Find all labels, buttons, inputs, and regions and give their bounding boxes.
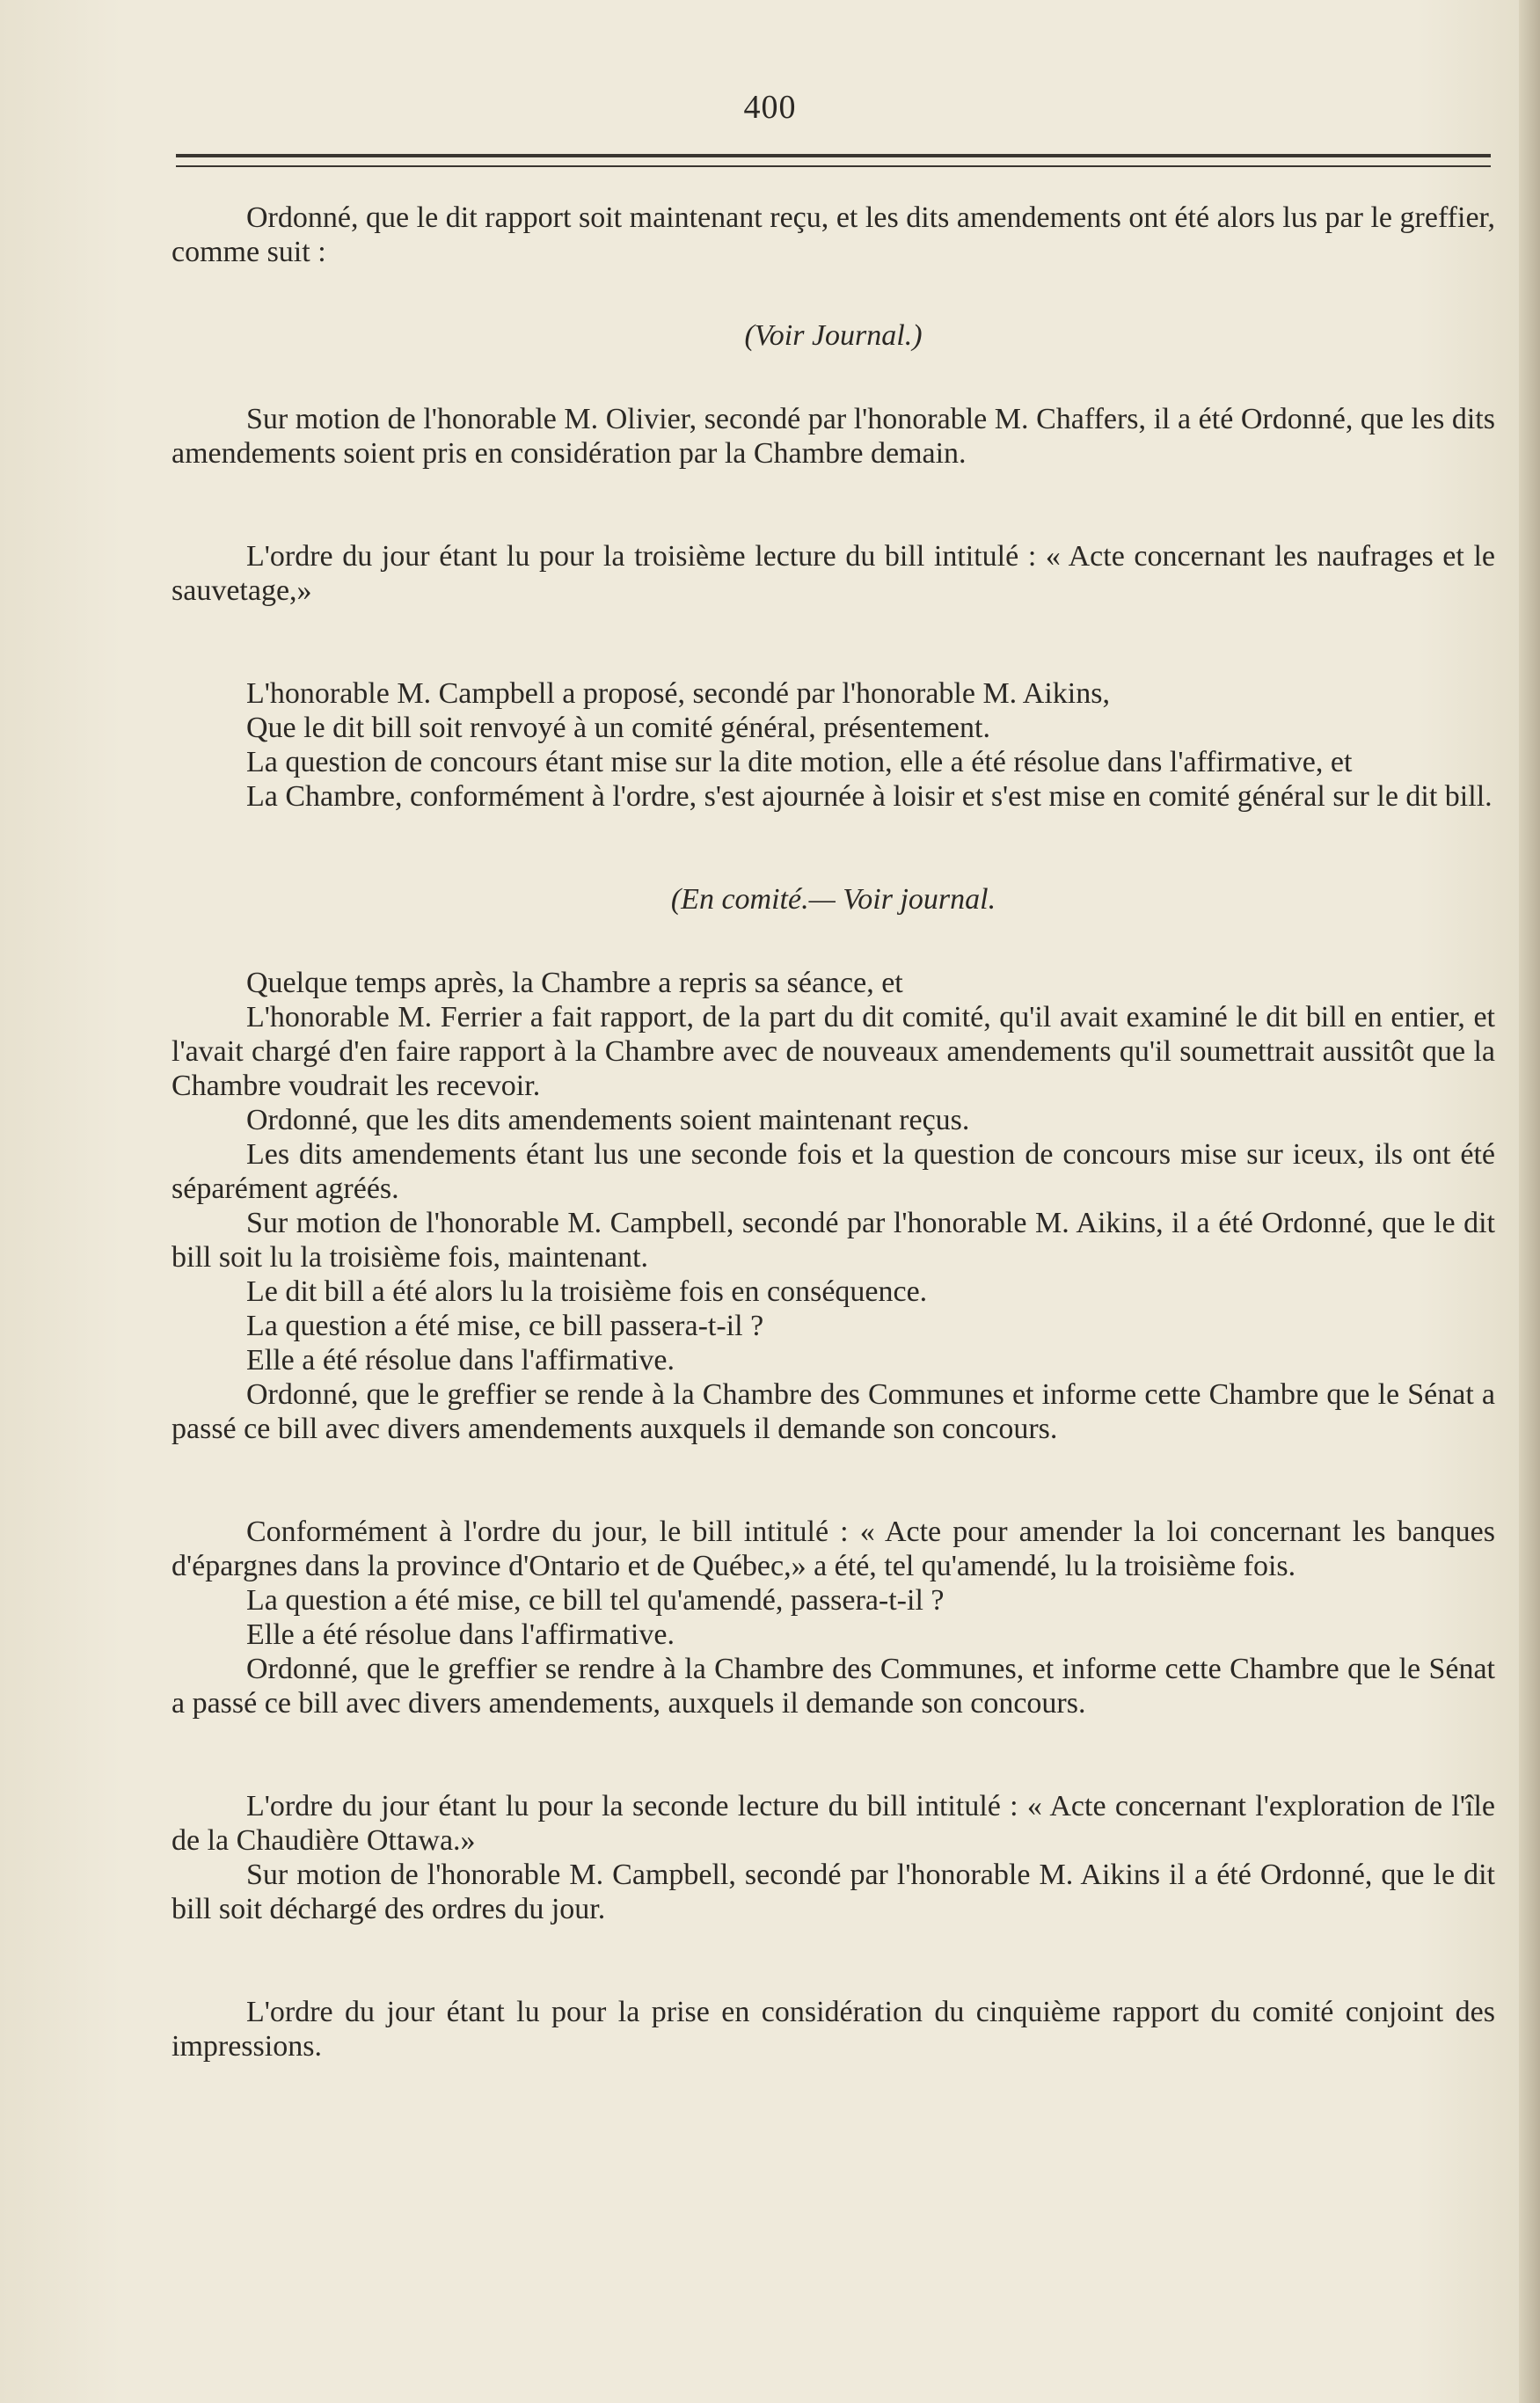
- header-rule-thin: [176, 165, 1491, 167]
- paragraph: La question a été mise, ce bill tel qu'amendé, passera-t-il ?: [246, 1584, 945, 1617]
- paragraph: Le dit bill a été alors lu la troisième fois en conséquence.: [246, 1275, 928, 1308]
- paragraph: Ordonné, que le dit rapport soit maintenant reçu, et les dits amendements ont été alors lus par le greffier, comme suit :: [172, 201, 1495, 268]
- paragraph: La Chambre, conformément à l'ordre, s'est ajournée à loisir et s'est mise en comité général sur le dit bill.: [246, 780, 1493, 813]
- paragraph: Elle a été résolue dans l'affirmative.: [246, 1618, 675, 1651]
- document-body: [172, 201, 1495, 2063]
- paragraph: Ordonné, que le greffier se rende à la Chambre des Communes et informe cette Chambre que le Sénat a passé ce bill avec divers amendements auxquels il demande son concours.: [172, 1378, 1495, 1445]
- page-edge: [1519, 0, 1540, 2403]
- reference-note: (Voir Journal.): [744, 319, 923, 352]
- paragraph: La question a été mise, ce bill passera-t-il ?: [246, 1310, 764, 1342]
- paragraph: L'honorable M. Ferrier a fait rapport, de la part du dit comité, qu'il avait examiné le dit bill en entier, et l'avait chargé d'en faire rapport à la Chambre avec de nouveaux amendements qu'il soumettrait aussitôt que la Chambre voudrait les recevoir.: [172, 1001, 1495, 1102]
- paragraph: Sur motion de l'honorable M. Campbell, secondé par l'honorable M. Aikins il a été Ordonné, que le dit bill soit déchargé des ordres du jour.: [172, 1859, 1495, 1925]
- paragraph: Conformément à l'ordre du jour, le bill intitulé : « Acte pour amender la loi concernant les banques d'épargnes dans la province d'Ontario et de Québec,» a été, tel qu'amendé, lu la troisième fois.: [172, 1516, 1495, 1582]
- paragraph: Ordonné, que les dits amendements soient maintenant reçus.: [246, 1104, 970, 1136]
- paragraph: Que le dit bill soit renvoyé à un comité général, présentement.: [246, 712, 990, 744]
- paragraph: L'honorable M. Campbell a proposé, secondé par l'honorable M. Aikins,: [246, 677, 1110, 710]
- paragraph: Sur motion de l'honorable M. Campbell, secondé par l'honorable M. Aikins, il a été Ordonné, que le dit bill soit lu la troisième fois, maintenant.: [172, 1207, 1495, 1274]
- paragraph: La question de concours étant mise sur la dite motion, elle a été résolue dans l'affirmative, et: [246, 746, 1353, 778]
- paragraph: Elle a été résolue dans l'affirmative.: [246, 1344, 675, 1377]
- header-rule: [176, 154, 1491, 157]
- paragraph: Sur motion de l'honorable M. Olivier, secondé par l'honorable M. Chaffers, il a été Ordonné, que les dits amendements soient pris en considération par la Chambre demain.: [172, 403, 1495, 470]
- paragraph: Les dits amendements étant lus une seconde fois et la question de concours mise sur iceux, ils ont été séparément agréés.: [172, 1138, 1495, 1205]
- paragraph: L'ordre du jour étant lu pour la prise en considération du cinquième rapport du comité conjoint des impressions.: [172, 1996, 1495, 2063]
- page-number: 400: [743, 89, 797, 126]
- reference-note: (En comité.— Voir journal.: [670, 883, 996, 916]
- paragraph: Quelque temps après, la Chambre a repris sa séance, et: [246, 967, 903, 999]
- paragraph: L'ordre du jour étant lu pour la seconde lecture du bill intitulé : « Acte concernant l'exploration de l'île de la Chaudière Ottawa.»: [172, 1790, 1495, 1857]
- paragraph: Ordonné, que le greffier se rendre à la Chambre des Communes, et informe cette Chambre que le Sénat a passé ce bill avec divers amendements, auxquels il demande son concours.: [172, 1653, 1495, 1720]
- paragraph: L'ordre du jour étant lu pour la troisième lecture du bill intitulé : « Acte concernant les naufrages et le sauvetage,»: [172, 540, 1495, 607]
